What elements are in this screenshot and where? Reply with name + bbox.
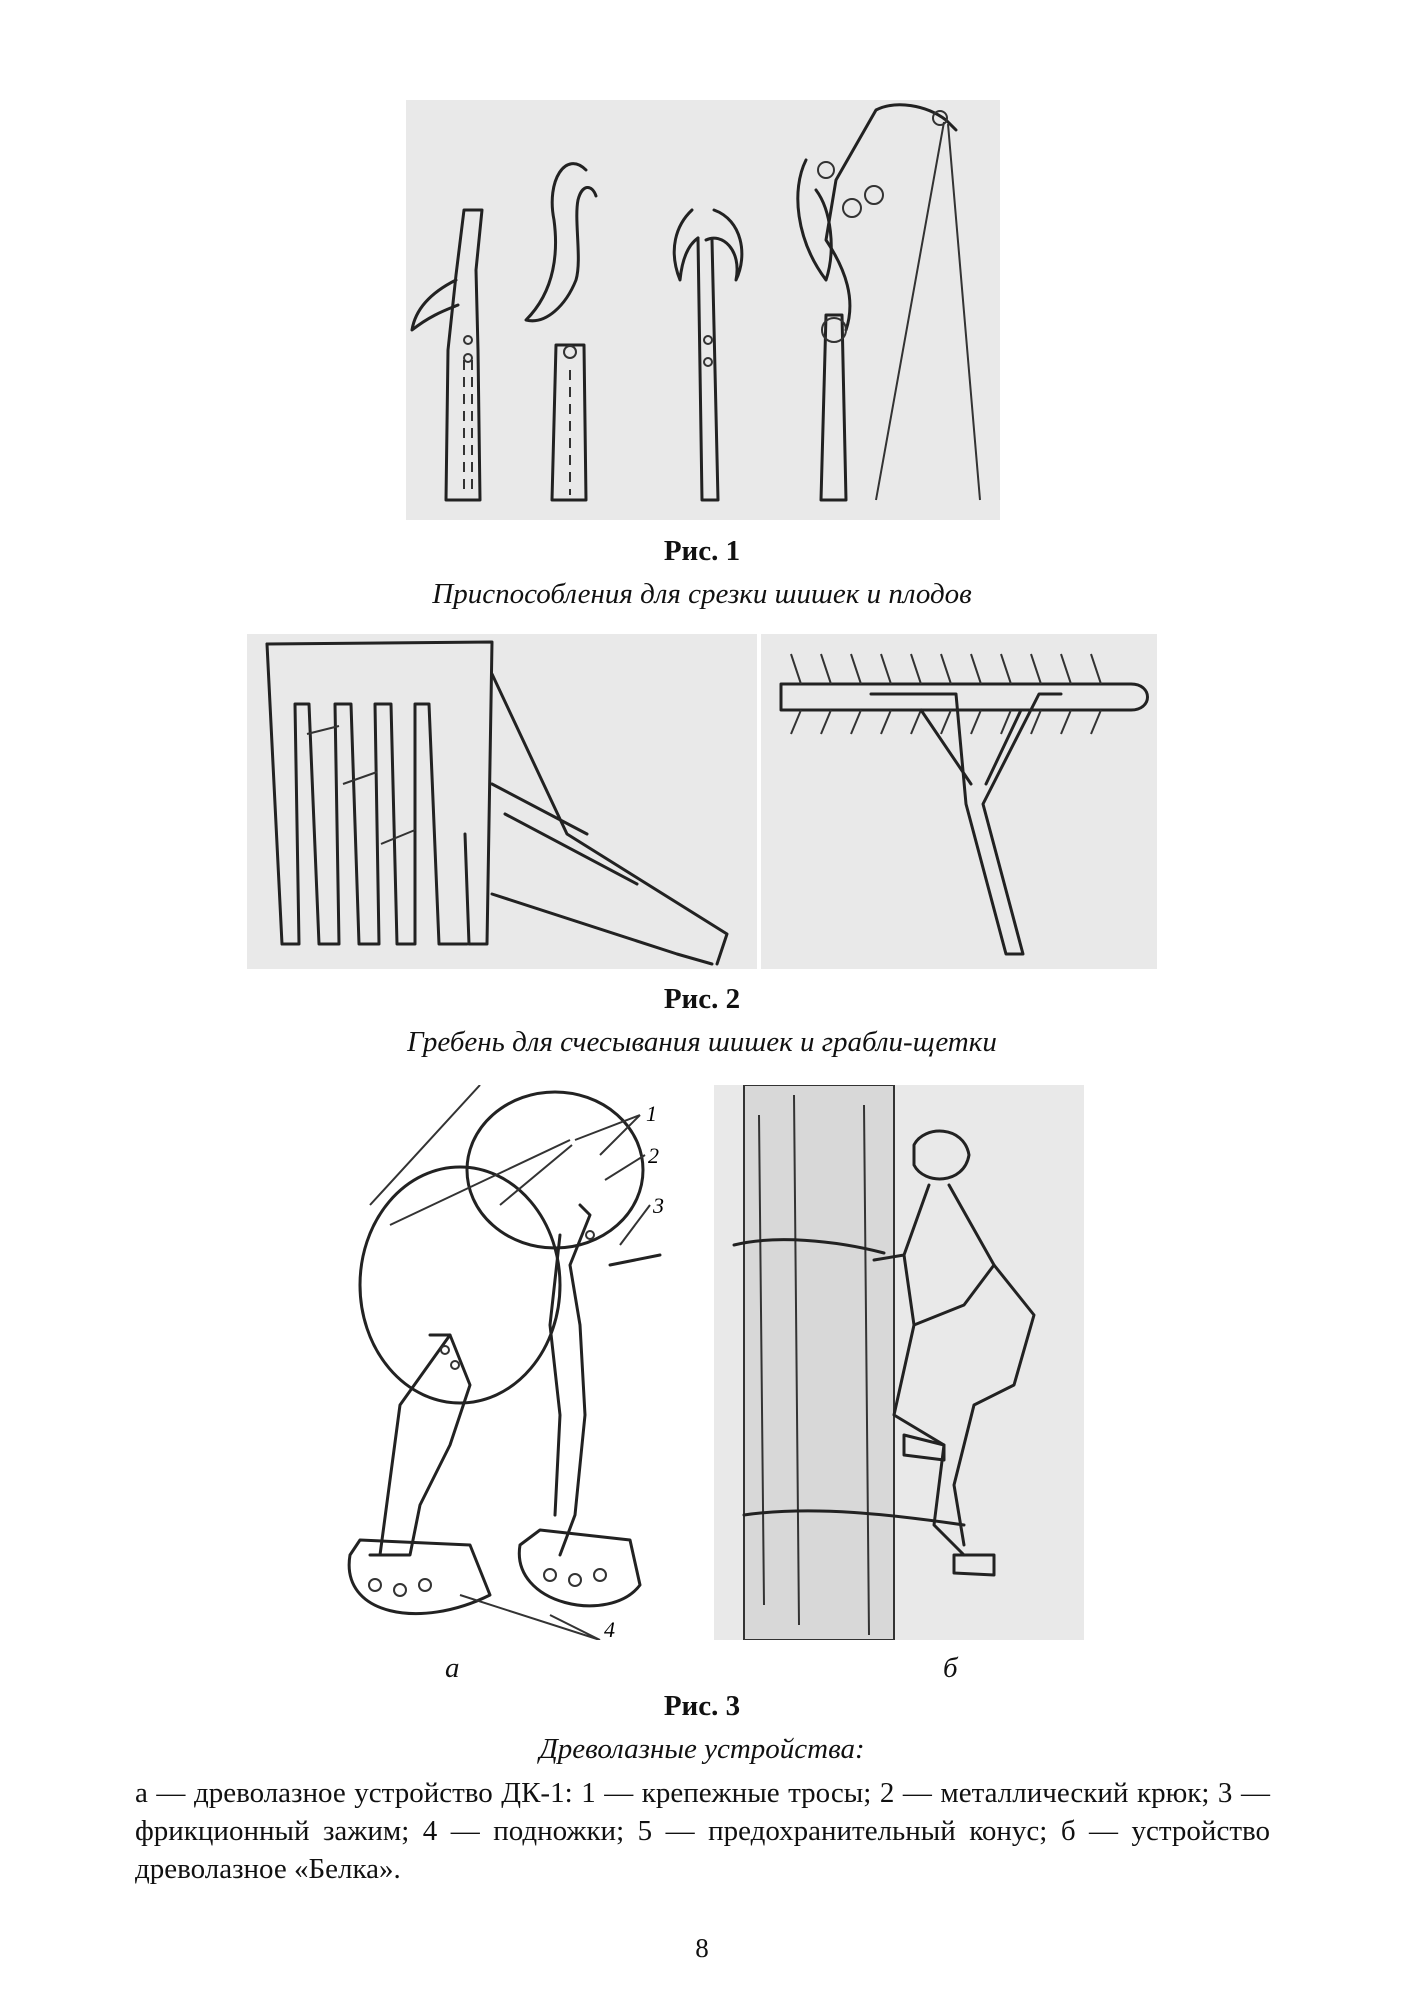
figure-2-number: Рис. 2 (663, 983, 741, 1015)
figure-3-title: Древолазные устройства: (539, 1733, 865, 1765)
figure-3a-image (310, 1085, 710, 1640)
callout-2: 2 (648, 1143, 659, 1168)
cone-cutting-tools-drawing (406, 100, 1000, 520)
callout-3: 3 (653, 1193, 664, 1218)
belka-climber-drawing (714, 1085, 1084, 1640)
cone-comb-drawing (247, 634, 757, 969)
callout-4: 4 (604, 1617, 615, 1640)
figure-1-image (406, 100, 1000, 520)
figure-3-sub-a: а (445, 1652, 460, 1684)
rake-brush-drawing (761, 634, 1157, 969)
figure-3-sub-b: б (943, 1652, 958, 1684)
figure-2b-image (761, 634, 1157, 969)
page-number: 8 (695, 1933, 709, 1963)
figure-3b-image (714, 1085, 1084, 1640)
figure-1-number: Рис. 1 (663, 535, 741, 567)
figure-2a-image (247, 634, 757, 969)
figure-3-description: а — древолазное устройство ДК-1: 1 — крепежные тросы; 2 — металлический крюк; 3 — фрикционный зажим; 4 — подножки; 5 — предохранительный конус; б — устройство древолазное «Белка». (135, 1777, 1270, 1885)
figure-3-number: Рис. 3 (663, 1690, 741, 1722)
figure-2-title: Гребень для счесывания шишек и грабли-щетки (407, 1026, 997, 1058)
figure-1-title: Приспособления для срезки шишек и плодов (432, 578, 972, 610)
callout-1: 1 (646, 1101, 657, 1126)
tree-climbing-device-dk1-drawing (310, 1085, 710, 1640)
